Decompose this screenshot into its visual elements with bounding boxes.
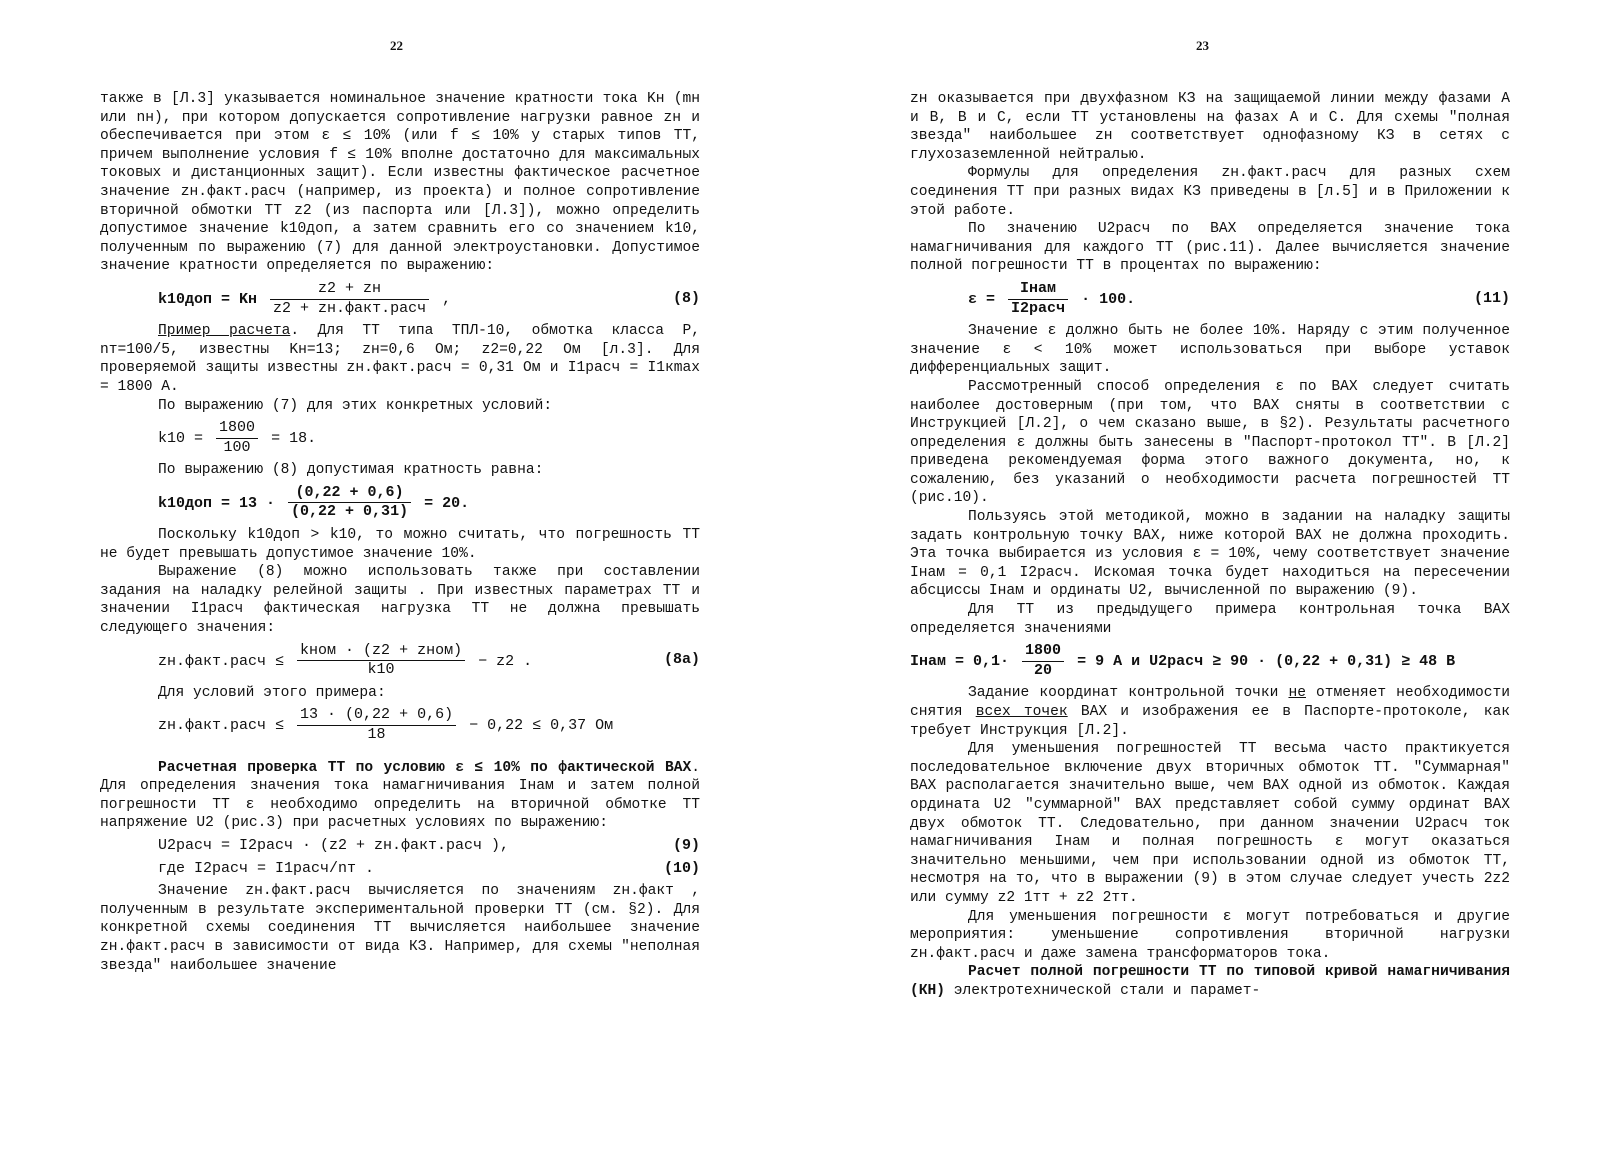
paragraph: Для уменьшения погрешности ε могут потребоваться и другие мероприятия: уменьшение сопротивления вторичной нагрузки zн.факт.расч и даже замена трансформаторов тока. <box>910 908 1510 962</box>
equation-number: (10) <box>663 859 700 877</box>
fraction <box>1022 642 1064 680</box>
example-paragraph <box>100 322 700 396</box>
formula-rhs: = 9 А и U2расч ≥ 90 · (0,22 + 0,31) ≥ 48 В <box>1077 653 1456 671</box>
formula-k10 <box>100 419 700 457</box>
paragraph: Рассмотренный способ определения ε по ВАХ следует считать наиболее достоверным (при том, что ВАХ сняты в соответствии с Инструкцией [Л.2], о чем сказано выше, в §2). Результаты расчетного определения ε должны быть занесены в "Паспорт-протокол ТТ". В [Л.2] приведена рекомендуемая форма этого важного документа, но, к сожалению, без указаний о необходимости расчета погрешностей ТТ (рис.10). <box>910 378 1510 507</box>
denominator: I2расч <box>1011 299 1066 317</box>
numerator: 13 · (0,22 + 0,6) <box>297 706 456 726</box>
text-span: отменяет необходимости снятия <box>910 685 1510 720</box>
formula-lhs: k10 = <box>158 430 204 448</box>
formula-lhs: ε = <box>968 291 996 308</box>
formula-9 <box>100 837 700 856</box>
paragraph: Значение ε должно быть не более 10%. Наряду с этим полученное значение ε < 10% может использоваться при выборе уставок дифференциальных защит. <box>910 323 1510 377</box>
denominator: 20 <box>1034 661 1053 679</box>
denominator: (0,22 + 0,31) <box>291 503 409 521</box>
text-span: Задание координат контрольной точки <box>968 685 1289 702</box>
equation-number: (8) <box>672 289 700 307</box>
paragraph: Пользуясь этой методикой, можно в задании на наладку защиты задать контрольную точку ВАХ, ниже которой ВАХ не должна проходить. Эта точка выбирается из условия ε = 10%, чему соответствует значение Iнам = 0,1 I2расч. Искомая точка будет находиться на пересечении абсциссы Iнам и ординаты U2, вычисленной по выражению (9). <box>910 509 1510 600</box>
formula-rhs: − z2 . <box>478 652 533 670</box>
underlined-text: не <box>1288 685 1306 702</box>
fraction <box>288 484 411 522</box>
example-label: Пример расчета <box>158 323 291 340</box>
equation-number: (9) <box>672 836 700 854</box>
left-page <box>100 0 700 1150</box>
formula-11 <box>910 280 1510 318</box>
section-paragraph <box>100 759 700 833</box>
right-page <box>910 0 1510 1150</box>
numerator: 1800 <box>216 419 258 439</box>
paragraph: Значение zн.факт.расч вычисляется по значениям zн.факт , полученным в результате экспериментальной проверки ТТ (см. §2). Для конкретной схемы соединения ТТ вычисляется наибольшее значение zн.факт.расч в зависимости от вида КЗ. Например, для схемы "неполная звезда" наибольшее значение <box>100 883 700 974</box>
formula-rhs: = 18. <box>271 430 317 448</box>
section-text: . Для определения значения тока намагничивания Iнам и затем полной погрешности ТТ ε необходимо определить на вторичной обмотке ТТ напряжение U2 (рис.3) при расчетных условиях по выражению: <box>100 759 700 832</box>
formula-rhs: − 0,22 ≤ 0,37 Ом <box>469 717 614 735</box>
left-page-body <box>100 90 700 975</box>
paragraph: По выражению (8) допустимая кратность равна: <box>158 462 544 479</box>
paragraph: zн оказывается при двухфазном КЗ на защищаемой линии между фазами А и В, В и С, если ТТ установлены на фазах А и С. Для схемы "полная звезда" наибольшее zн соответствует однофазному КЗ в сетях с глухозаземленной нейтралью. <box>910 91 1510 163</box>
paragraph: Формулы для определения zн.факт.расч для разных схем соединения ТТ при разных видах КЗ приведены в [л.5] и в Приложении к этой работе. <box>910 165 1510 219</box>
fraction <box>297 706 456 744</box>
formula-8 <box>100 280 700 318</box>
paragraph: Для уменьшения погрешностей ТТ весьма часто практикуется последовательное включение двух вторичных обмоток ТТ. "Суммарная" ВАХ располагается значительно выше, чем ВАХ одной из обмоток. Каждая ордината U2 "суммарной" ВАХ представляет собой сумму ординат ВАХ двух обмоток ТТ. Следовательно, при данном значении U2расч ток намагничивания Iнам и полная погрешность ε могут оказаться значительно меньшими, чем при использовании одной из обмоток ТТ, несмотря на то, что в выражении (9) в этом случае следует учесть 2z2 или сумму z2 1тт + z2 2тт. <box>910 741 1510 906</box>
numerator: Iнам <box>1008 280 1068 300</box>
denominator: z2 + zн.факт.расч <box>273 299 427 317</box>
formula-10 <box>100 860 700 879</box>
formula-example <box>100 706 700 744</box>
page-number: 22 <box>390 38 403 53</box>
right-page-body <box>910 90 1510 1001</box>
equation-number: (11) <box>1473 289 1510 307</box>
formula-text: где I2расч = I1расч/nт . <box>158 859 375 877</box>
paragraph <box>910 684 1510 740</box>
numerator: kном · (z2 + zном) <box>297 642 465 662</box>
paragraph: Для ТТ из предыдущего примера контрольная точка ВАХ определяется значениями <box>910 602 1510 637</box>
formula-lhs: zн.факт.расч ≤ <box>158 652 285 670</box>
numerator: (0,22 + 0,6) <box>288 484 411 504</box>
paragraph: По значению U2расч по ВАХ определяется значение тока намагничивания для каждого ТТ (рис.11). Далее вычисляется значение полной погрешности ТТ в процентах по выражению: <box>910 221 1510 275</box>
section-title: Расчетная проверка ТТ по условию ε ≤ 10% по фактической ВАХ <box>158 759 692 776</box>
page-number: 23 <box>1196 38 1209 53</box>
formula-lhs: Iнам = 0,1· <box>910 653 1010 671</box>
fraction <box>270 280 429 318</box>
formula-lhs: zн.факт.расч ≤ <box>158 717 285 735</box>
numerator: 1800 <box>1022 642 1064 662</box>
denominator: k10 <box>367 661 395 679</box>
paragraph: Выражение (8) можно использовать также при составлении задания на наладку релейной защиты . При известных параметрах ТТ и значении I1расч фактическая нагрузка ТТ не должна превышать следующего значения: <box>100 564 700 637</box>
section-text: электротехнической стали и парамет- <box>945 982 1261 999</box>
formula-text: U2расч = I2расч · (z2 + zн.факт.расч ), <box>158 836 510 854</box>
formula-8a <box>100 642 700 680</box>
section-title: Расчет полной погрешности ТТ по типовой кривой намагничивания (КН) <box>910 964 1510 999</box>
paragraph: также в [Л.3] указывается номинальное значение кратности тока Kн (mн или nн), при котором допускается сопротивление нагрузки равное zн и обеспечивается при этом ε ≤ 10% (или f ≤ 10% у старых типов ТТ, причем выполнение условия f ≤ 10% вполне достаточно для максимальных токовых и дистанционных защит). Если известны фактическое расчетное значение zн.факт.расч (например, из проекта) и полное сопротивление вторичной обмотки ТТ z2 (из паспорта или [Л.3]), можно определить допустимое значение k10доп, а затем сравнить его со значением k10, полученным по выражению (7) для данной электроустановки. Допустимое значение кратности определяется по выражению: <box>100 91 700 275</box>
formula-tail: , <box>442 291 452 308</box>
fraction <box>297 642 465 680</box>
equation-number: (8а) <box>663 651 700 669</box>
formula-lhs: k10доп = Kн <box>158 291 258 308</box>
underlined-text: всех точек <box>975 704 1068 720</box>
denominator: 100 <box>223 438 251 456</box>
text-span: ВАХ и изображения ее в Паспорте-протоколе, как требует Инструкция [Л.2]. <box>910 704 1510 739</box>
numerator: z2 + zн <box>270 280 429 300</box>
formula-k10-dop <box>100 484 700 522</box>
formula-rhs: = 20. <box>424 494 470 512</box>
denominator: 18 <box>367 726 386 743</box>
section-paragraph <box>910 963 1510 1000</box>
formula-lhs: k10доп = 13 · <box>158 494 276 512</box>
paragraph: Поскольку k10доп > k10, то можно считать, что погрешность ТТ не будет превышать допустимое значение 10%. <box>100 527 700 562</box>
example-text: . Для ТТ типа ТПЛ-10, обмотка класса Р, nт=100/5, известны Kн=13; zн=0,6 Ом; z2=0,22 Ом [л.3]. Для проверяемой защиты известны zн.факт.расч = 0,31 Ом и I1расч = I1кmax = 1800 А. <box>100 323 700 395</box>
fraction <box>1008 280 1068 318</box>
paragraph: Для условий этого примера: <box>158 684 386 701</box>
formula-rhs: · 100. <box>1081 291 1136 308</box>
formula-control-point <box>910 642 1510 680</box>
fraction <box>216 419 258 457</box>
paragraph: По выражению (7) для этих конкретных условий: <box>158 397 553 414</box>
